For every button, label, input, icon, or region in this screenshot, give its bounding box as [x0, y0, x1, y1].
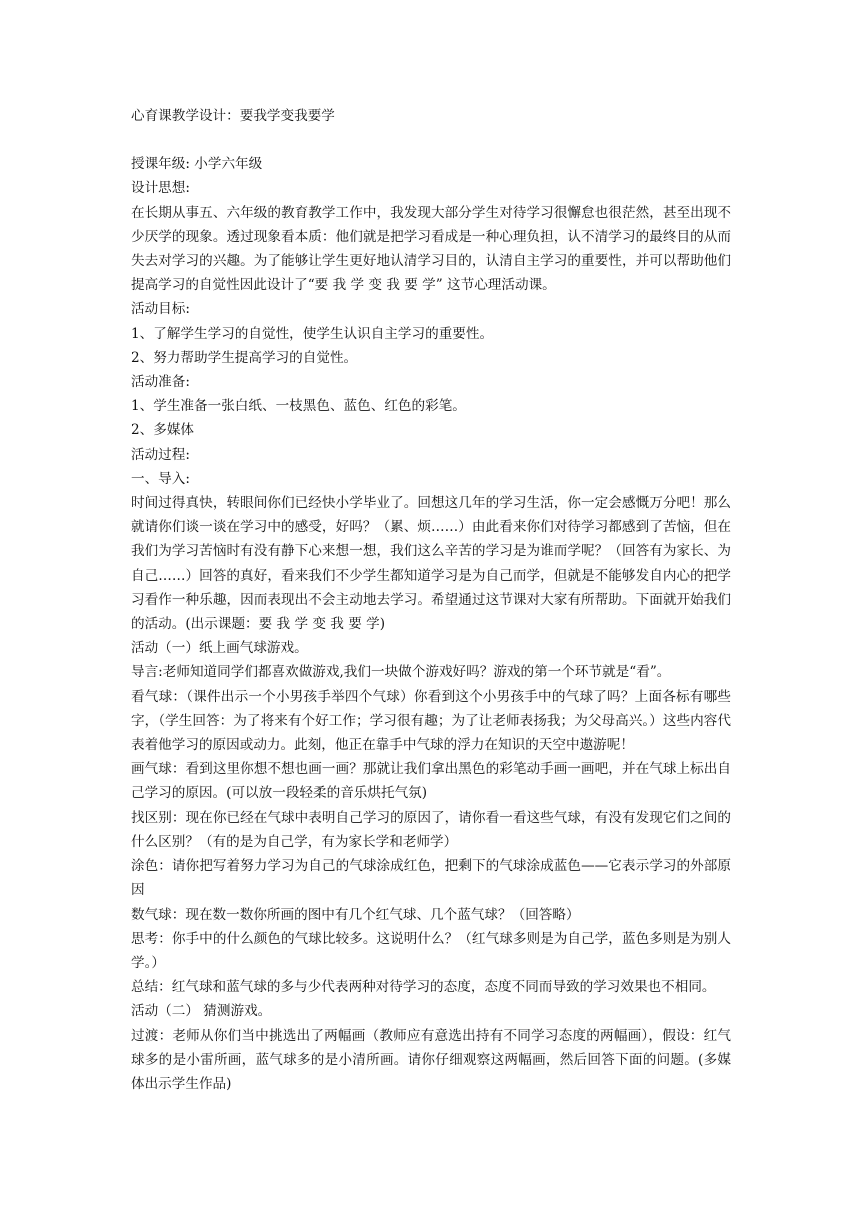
- think-text: 思考：你手中的什么颜色的气球比较多。这说明什么？（红气球多则是为自己学，蓝色多则是为别人学。）: [131, 930, 731, 971]
- design-idea-text: 在长期从事五、六年级的教育教学工作中，我发现大部分学生对待学习很懈怠也很茫然，甚至出现不少厌学的现象。透过现象看本质：他们就是把学习看成是一种心理负担，认不清学习的最终目的从而失去对学习的兴趣。为了能够让学生更好地认清学习目的，认清自主学习的重要性，并可以帮助他们提高学习的自觉性因此设计了“要 我 学 变 我 要 学” 这节心理活动课。: [131, 204, 731, 294]
- preparation-item-2: 2、多媒体: [131, 422, 195, 439]
- summary-text: 总结：红气球和蓝气球的多与少代表两种对待学习的态度，态度不同而导致的学习效果也不相同。: [131, 979, 716, 996]
- activity-1-lead: 导言:老师知道同学们都喜欢做游戏,我们一块做个游戏好吗？游戏的第一个环节就是“看”。: [131, 664, 671, 681]
- design-idea-heading: 设计思想:: [131, 180, 190, 197]
- activity-1-heading: 活动（一）纸上画气球游戏。: [131, 640, 308, 657]
- preparation-heading: 活动准备:: [131, 374, 190, 391]
- objectives-heading: 活动目标:: [131, 301, 190, 318]
- process-heading: 活动过程:: [131, 446, 190, 463]
- transition-text: 过渡：老师从你们当中挑选出了两幅画（教师应有意选出持有不同学习态度的两幅画），假设：红气球多的是小雷所画，蓝气球多的是小清所画。请你仔细观察这两幅画，然后回答下面的问题。(多媒体出示学生作品): [131, 1027, 731, 1092]
- intro-text: 时间过得真快，转眼间你们已经快小学毕业了。回想这几年的学习生活，你一定会感慨万分吧！那么就请你们谈一谈在学习中的感受，好吗？（累、烦……）由此看来你们对待学习都感到了苦恼，但在我们为学习苦恼时有没有静下心来想一想，我们这么辛苦的学习是为谁而学呢？（回答有为家长、为自己……）回答的真好，看来我们不少学生都知道学习是为自己而学，但就是不能够发自内心的把学习看作一种乐趣，因而表现出不会主动地去学习。希望通过这节课对大家有所帮助。下面就开始我们的活动。(出示课题：要 我 学 变 我 要 学): [131, 495, 731, 633]
- activity-2-heading: 活动（二） 猜测游戏。: [131, 1003, 272, 1020]
- document-title: 心育课教学设计：要我学变我要学: [131, 108, 335, 124]
- preparation-item-1: 1、学生准备一张白纸、一枝黑色、蓝色、红色的彩笔。: [131, 398, 466, 415]
- count-balloon-text: 数气球：现在数一数你所画的图中有几个红气球、几个蓝气球？（回答略）: [131, 906, 580, 923]
- objective-item-1: 1、了解学生学习的自觉性，使学生认识自主学习的重要性。: [131, 325, 494, 342]
- objective-item-2: 2、努力帮助学生提高学习的自觉性。: [131, 349, 358, 366]
- document-page: [131, 104, 731, 1096]
- intro-heading: 一、导入:: [131, 470, 190, 487]
- coloring-text: 涂色：请你把写着努力学习为自己的气球涂成红色，把剩下的气球涂成蓝色——它表示学习的外部原因: [131, 858, 731, 899]
- find-difference-text: 找区别：现在你已经在气球中表明自己学习的原因了，请你看一看这些气球，有没有发现它们之间的什么区别？（有的是为自己学，有为家长学和老师学）: [131, 809, 731, 850]
- document-body: [131, 152, 731, 1096]
- draw-balloon-text: 画气球：看到这里你想不想也画一画？那就让我们拿出黑色的彩笔动手画一画吧，并在气球上标出自己学习的原因。(可以放一段轻柔的音乐烘托气氛): [131, 761, 731, 802]
- look-balloon-text: 看气球：（课件出示一个小男孩手举四个气球）你看到这个小男孩手中的气球了吗？上面各标有哪些字，（学生回答：为了将来有个好工作；学习很有趣；为了让老师表扬我；为父母高兴。）这些内容代表着他学习的原因或动力。此刻，他正在靠手中气球的浮力在知识的天空中遨游呢！: [131, 688, 731, 754]
- grade-line: 授课年级: 小学六年级: [131, 156, 263, 173]
